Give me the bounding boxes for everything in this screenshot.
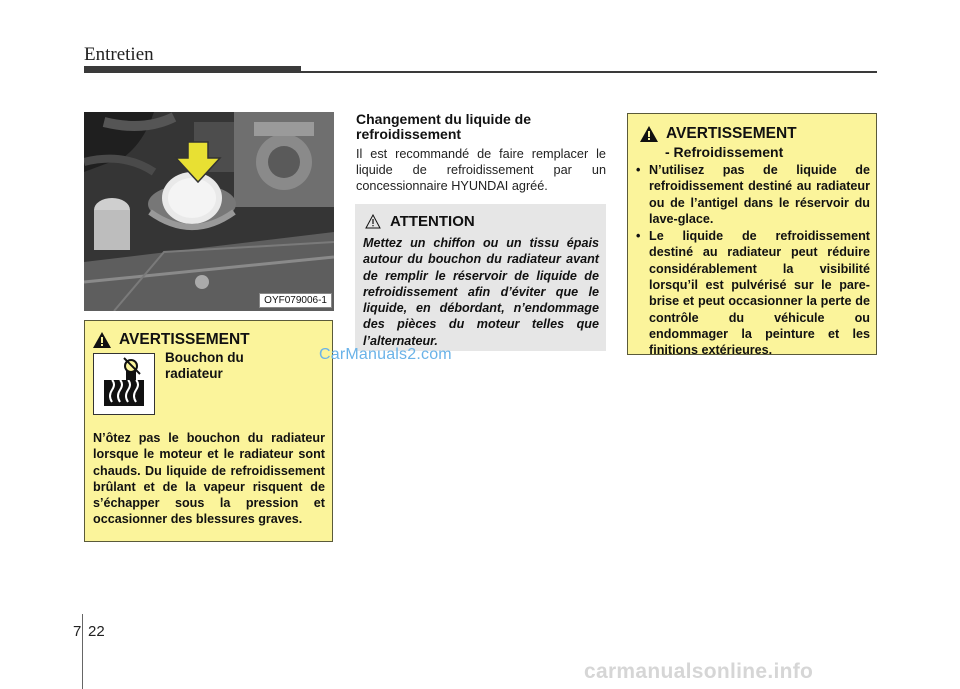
watermark-link[interactable]: CarManuals2.com xyxy=(319,346,452,363)
attention-box xyxy=(355,204,606,351)
attention-triangle-icon xyxy=(365,214,381,229)
warning-subtitle: - Refroidissement xyxy=(665,144,784,160)
hot-radiator-icon xyxy=(93,353,155,415)
bullet-text: N’utilisez pas de liquide de refroidissement destiné au radiateur ou de l’antigel dans le réservoir du lave-glace. xyxy=(649,163,870,226)
warning-body-text: N’ôtez pas le bouchon du radiateur lorsque le moteur et le radiateur sont chauds. Du liquide de refroidissement brûlant et de la vapeur risquent de s’échapper sous la pression et occasionner des blessures graves. xyxy=(93,431,325,527)
attention-body-text: Mettez un chiffon ou un tissu épais autour du bouchon du radiateur avant de remplir le réservoir de liquide de refroidissement afin d’éviter que le liquide, en débordant, n’endommage des pièces du moteur telles que l’alternateur. xyxy=(363,236,599,348)
warning-triangle-icon xyxy=(640,126,658,142)
page-number: 22 xyxy=(88,623,105,640)
warning-subtitle-line1: Bouchon du xyxy=(165,350,244,365)
list-item: • N’utilisez pas de liquide de refroidissement destiné au radiateur ou de l’antigel dans le réservoir du lave-glace. xyxy=(636,163,870,226)
chapter-number: 7 xyxy=(73,623,82,640)
photo-caption: OYF079006-1 xyxy=(259,293,332,308)
list-item: • Le liquide de refroidissement destiné au radiateur peut réduire considérablement la visibilité lorsqu’il est pulvérisé sur le pare-brise et peut occasionner la perte de contrôle du véhicule ou endommager la peinture et les finitions extérieures. xyxy=(636,229,870,358)
warning-box-radiator-cap xyxy=(84,320,333,542)
warning-subtitle xyxy=(165,350,275,382)
warning-label: AVERTISSEMENT xyxy=(119,331,250,348)
footer-site-link[interactable]: carmanualsonline.info xyxy=(584,660,814,683)
attention-header xyxy=(365,213,475,230)
chapter-title: Entretien xyxy=(84,44,154,65)
warning-box-coolant xyxy=(627,113,877,358)
section-heading: Changement du liquide de refroidissement xyxy=(356,111,532,142)
warning-header xyxy=(640,125,797,143)
attention-label: ATTENTION xyxy=(390,213,475,230)
header-rule xyxy=(301,71,877,73)
warning-triangle-icon xyxy=(93,332,111,348)
warning-subtitle-line2: radiateur xyxy=(165,366,223,381)
footer-divider xyxy=(82,614,83,689)
engine-bay-illustration xyxy=(84,112,334,311)
warning-label: AVERTISSEMENT xyxy=(666,125,797,142)
warning-header xyxy=(93,331,250,349)
section-paragraph: Il est recommandé de faire remplacer le liquide de refroidissement par un concessionnaire HYUNDAI agréé. xyxy=(356,147,606,193)
header-bar-thick xyxy=(84,66,301,73)
radiator-cap-photo xyxy=(84,112,334,311)
bullet-text: Le liquide de refroidissement destiné au radiateur peut réduire considérablement la visibilité lorsqu’il est pulvérisé sur le pare-brise et peut occasionner la perte de contrôle du véhicule ou endommager la peinture et les finitions extérieures. xyxy=(649,229,870,358)
warning-bullet-list xyxy=(636,162,870,360)
